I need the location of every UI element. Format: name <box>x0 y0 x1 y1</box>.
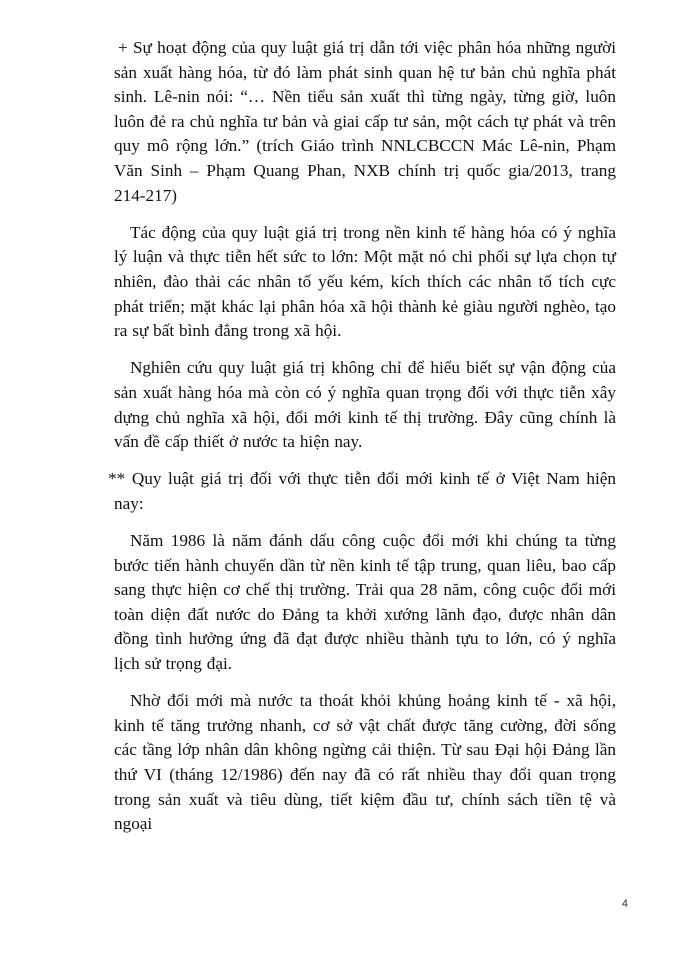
paragraph-renovation-achievements: Nhờ đổi mới mà nước ta thoát khỏi khủng hoảng kinh tế - xã hội, kinh tế tăng trưởng nhanh, cơ sở vật chất được tăng cường, đời sống các tầng lớp nhân dân không ngừng cải thiện. Từ sau Đại hội Đảng lần thứ VI (tháng 12/1986) đến nay đã có rất nhiều thay đổi quan trọng trong sản xuất và tiêu dùng, tiết kiệm đầu tư, chính sách tiền tệ và ngoại <box>114 691 616 834</box>
paragraph-1986-renovation: Năm 1986 là năm đánh dấu công cuộc đổi mới khi chúng ta từng bước tiến hành chuyển dần từ nền kinh tế tập trung, quan liêu, bao cấp sang thực hiện cơ chế thị trường. Trải qua 28 năm, công cuộc đổi mới toàn diện đất nước do Đảng ta khởi xướng lãnh đạo, được nhân dân đồng tình hưởng ứng đã đạt được nhiều thành tựu to lớn, có ý nghĩa lịch sử trọng đại. <box>114 531 616 674</box>
paragraph-research-significance: Nghiên cứu quy luật giá trị không chỉ để hiểu biết sự vận động của sản xuất hàng hóa mà còn có ý nghĩa quan trọng đối với thực tiễn xây dựng chủ nghĩa xã hội, đổi mới kinh tế thị trường. Đây cũng chính là vấn đề cấp thiết ở nước ta hiện nay. <box>114 358 616 452</box>
section-heading-vietnam-renovation: ** Quy luật giá trị đối với thực tiễn đổi mới kinh tế ở Việt Nam hiện nay: <box>108 469 616 513</box>
paragraph-value-law-differentiation: + Sự hoạt động của quy luật giá trị dẫn tới việc phân hóa những người sản xuất hàng hóa, từ đó làm phát sinh quan hệ tư bản chủ nghĩa phát sinh. Lê-nin nói: “… Nền tiểu sản xuất thì từng ngày, từng giờ, luôn luôn đẻ ra chủ nghĩa tư bản và giai cấp tư sản, một cách tự phát và trên quy mô rộng lớn.” (trích Giáo trình NNLCBCCN Mác Lê-nin, Phạm Văn Sinh – Phạm Quang Phan, NXB chính trị quốc gia/2013, trang 214-217) <box>114 38 616 205</box>
page-number: 4 <box>621 898 628 910</box>
page-body <box>108 36 616 849</box>
paragraph-impact-of-value-law: Tác động của quy luật giá trị trong nền kinh tế hàng hóa có ý nghĩa lý luận và thực tiễn hết sức to lớn: Một mặt nó chi phối sự lựa chọn tự nhiên, đào thải các nhân tố yếu kém, kích thích các nhân tố tích cực phát triển; mặt khác lại phân hóa xã hội thành kẻ giàu người nghèo, tạo ra sự bất bình đẳng trong xã hội. <box>114 222 616 341</box>
